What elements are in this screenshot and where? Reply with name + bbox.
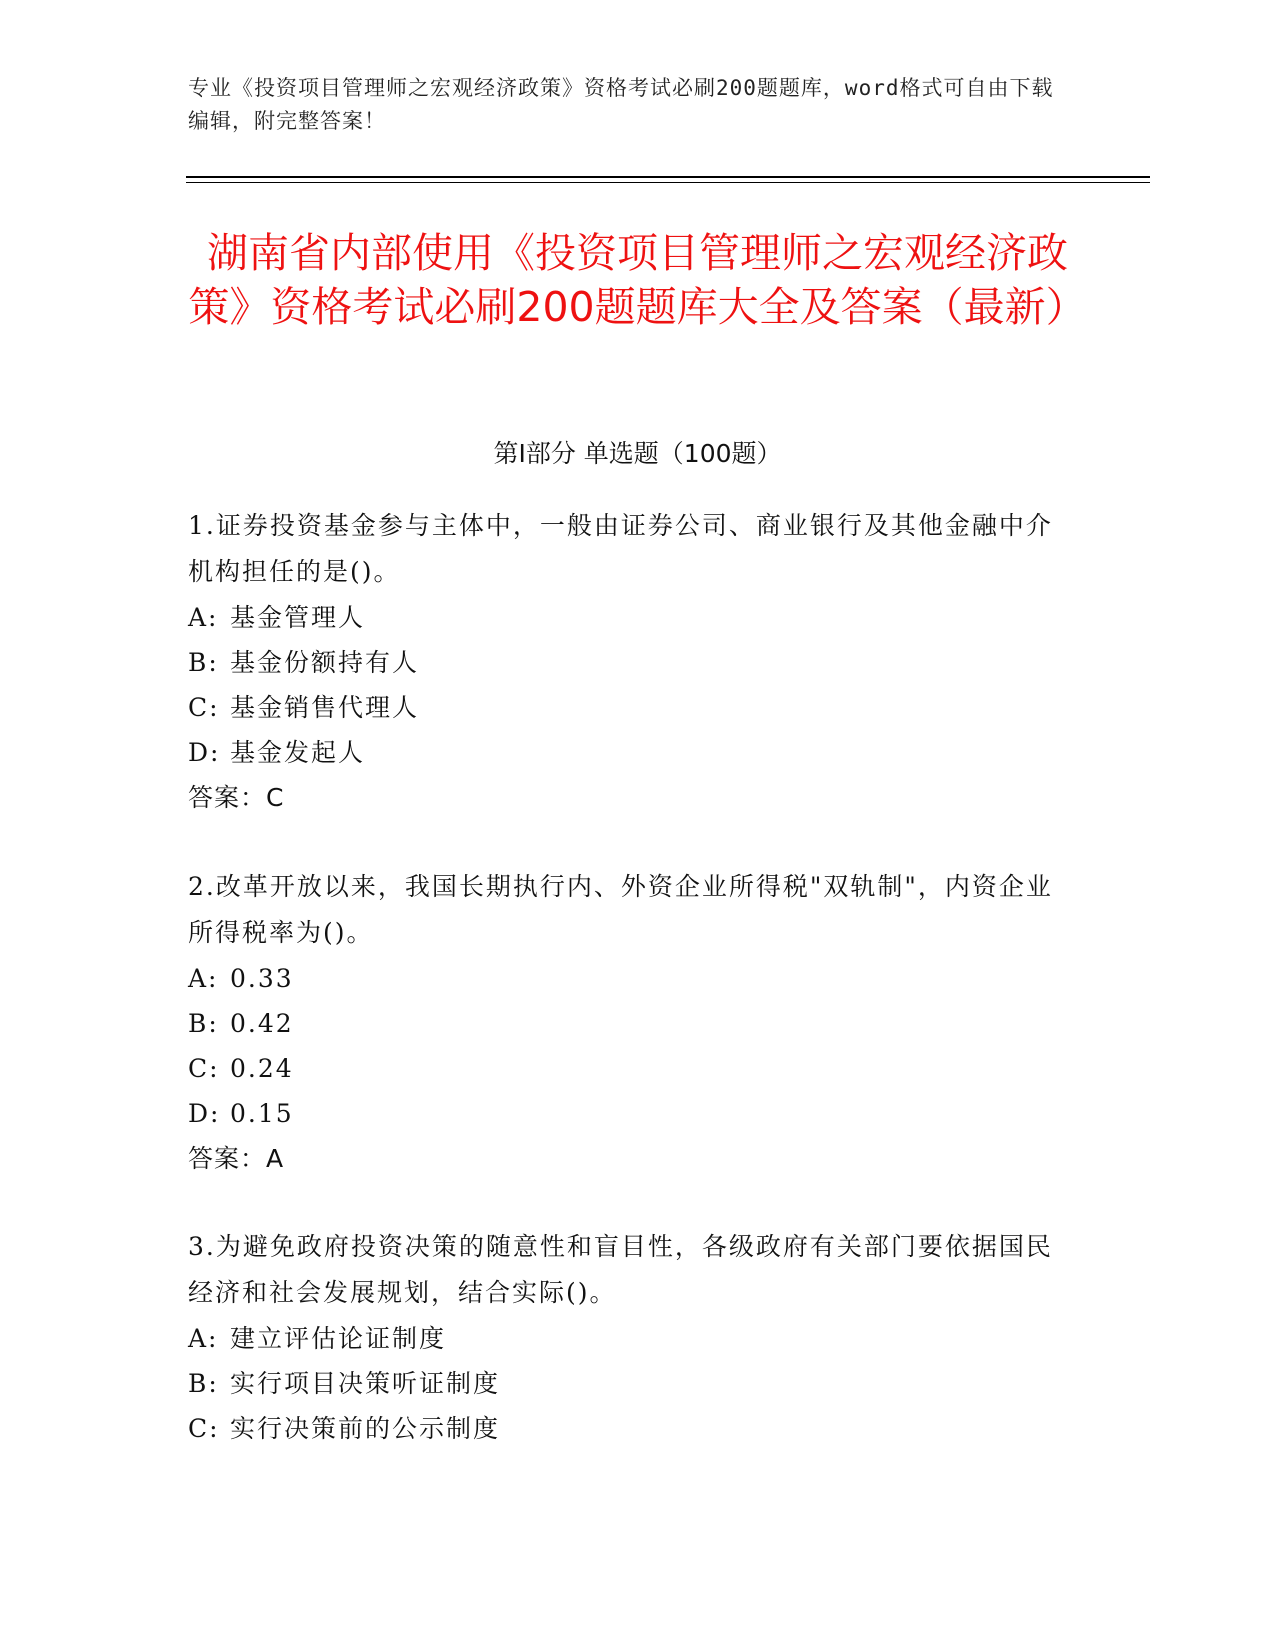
option-letter: C: xyxy=(188,1414,220,1443)
option-letter: D: xyxy=(188,738,221,767)
option-text: 基金销售代理人 xyxy=(230,693,420,722)
question-stem: 3.为避免政府投资决策的随意性和盲目性，各级政府有关部门要依据国民经济和社会发展规划，结合实际()。 xyxy=(188,1232,1053,1307)
answer: 答案：A xyxy=(188,1144,285,1173)
option-letter: B: xyxy=(188,1369,219,1398)
option-c xyxy=(188,685,1068,730)
header-note: 专业《投资项目管理师之宏观经济政策》资格考试必刷200题题库，word格式可自由下载编辑，附完整答案！ xyxy=(188,76,1054,133)
option-a xyxy=(188,956,1068,1001)
option-letter: B: xyxy=(188,1009,219,1038)
option-text: 0.15 xyxy=(230,1099,294,1128)
option-text: 实行决策前的公示制度 xyxy=(230,1414,501,1443)
option-text: 建立评估论证制度 xyxy=(230,1324,447,1353)
document-title: 湖南省内部使用《投资项目管理师之宏观经济政策》资格考试必刷200题题库大全及答案（最新） xyxy=(188,229,1087,331)
option-letter: C: xyxy=(188,693,220,722)
option-text: 0.42 xyxy=(230,1009,294,1038)
option-letter: C: xyxy=(188,1054,220,1083)
option-text: 0.33 xyxy=(230,964,294,993)
header-divider-thick xyxy=(186,176,1150,178)
option-d xyxy=(188,730,1068,775)
section-title: 第Ⅰ部分 单选题（100题） xyxy=(493,439,782,468)
option-letter: A: xyxy=(188,1324,219,1353)
question-1 xyxy=(188,503,1068,820)
option-text: 基金管理人 xyxy=(230,603,366,632)
option-letter: D: xyxy=(188,1099,221,1128)
option-d xyxy=(188,1091,1068,1136)
option-letter: A: xyxy=(188,964,219,993)
option-letter: A: xyxy=(188,603,219,632)
question-3 xyxy=(188,1224,1068,1451)
question-stem: 1.证券投资基金参与主体中，一般由证券公司、商业银行及其他金融中介机构担任的是()。 xyxy=(188,511,1053,586)
option-letter: B: xyxy=(188,648,219,677)
header-divider-thin xyxy=(186,182,1150,183)
option-text: 实行项目决策听证制度 xyxy=(230,1369,501,1398)
option-text: 基金发起人 xyxy=(230,738,366,767)
question-2 xyxy=(188,864,1068,1181)
answer: 答案：C xyxy=(188,783,285,812)
option-b xyxy=(188,1361,1068,1406)
option-a xyxy=(188,595,1068,640)
option-c xyxy=(188,1046,1068,1091)
option-b xyxy=(188,1001,1068,1046)
option-text: 基金份额持有人 xyxy=(230,648,420,677)
option-text: 0.24 xyxy=(230,1054,294,1083)
option-b xyxy=(188,640,1068,685)
question-stem: 2.改革开放以来，我国长期执行内、外资企业所得税"双轨制"，内资企业所得税率为()。 xyxy=(188,872,1053,947)
option-a xyxy=(188,1316,1068,1361)
option-c xyxy=(188,1406,1068,1451)
